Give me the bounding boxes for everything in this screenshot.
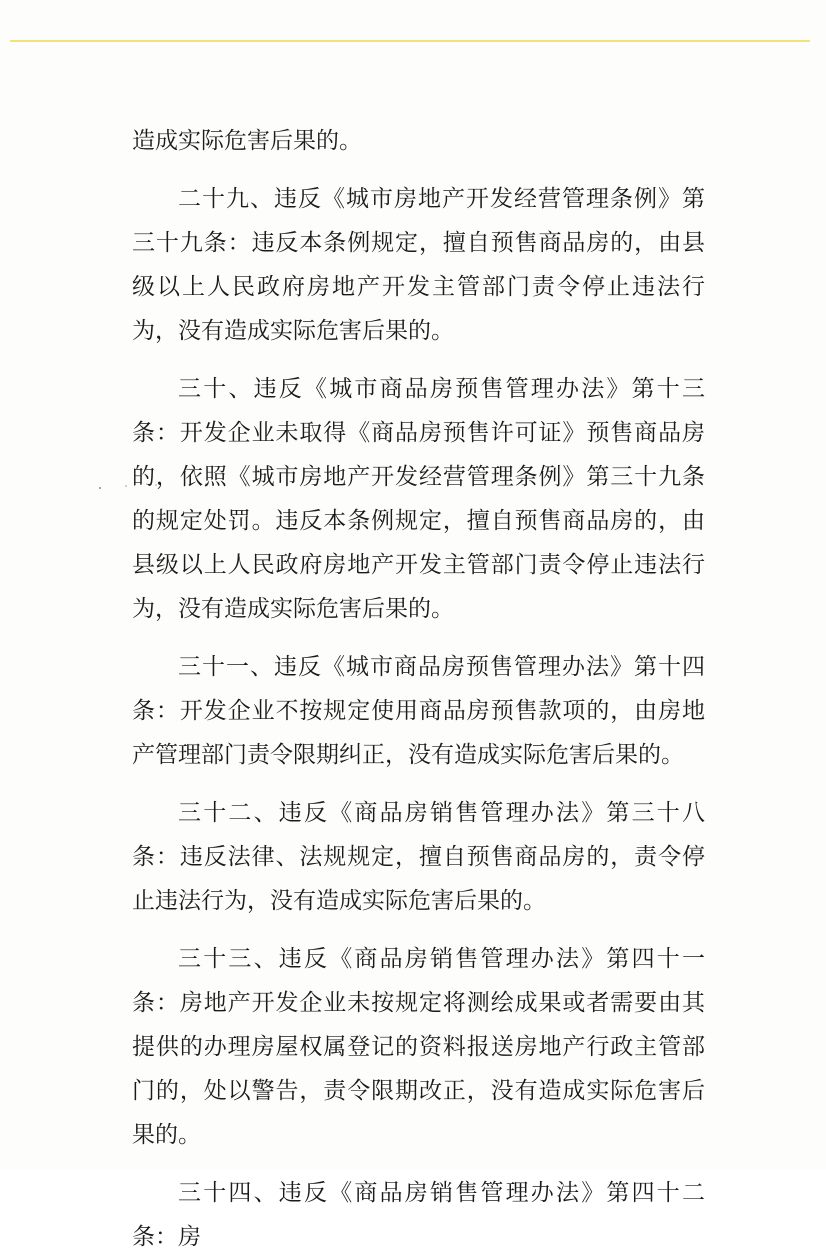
paragraph-item-33: 三十三、违反《商品房销售管理办法》第四十一条：房地产开发企业未按规定将测绘成果或者需要由其提供的办理房屋权属登记的资料报送房地产行政主管部门的，处以警告，责令限期改正，没有造成实际危害后果的。 xyxy=(132,946,705,1148)
paragraph-continuation: 造成实际危害后果的。 xyxy=(132,128,362,154)
paragraph-item-31: 三十一、违反《城市商品房预售管理办法》第十四条：开发企业不按规定使用商品房预售款项的，由房地产管理部门责令限期纠正，没有造成实际危害后果的。 xyxy=(132,654,705,768)
document-body xyxy=(132,119,705,1259)
paragraph-item-32: 三十二、违反《商品房销售管理办法》第三十八条：违反法律、法规规定，擅自预售商品房的，责令停止违法行为，没有造成实际危害后果的。 xyxy=(132,800,705,914)
paragraph-item-29: 二十九、违反《城市房地产开发经营管理条例》第三十九条：违反本条例规定，擅自预售商品房的，由县级以上人民政府房地产开发主管部门责令停止违法行为，没有造成实际危害后果的。 xyxy=(132,186,705,344)
paragraph-item-34: 三十四、违反《商品房销售管理办法》第四十二条：房 xyxy=(132,1180,705,1250)
paragraph-item-30: 三十、违反《城市商品房预售管理办法》第十三条：开发企业未取得《商品房预售许可证》预售商品房的，依照《城市房地产开发经营管理条例》第三十九条的规定处罚。违反本条例规定，擅自预售商品房的，由县级以上人民政府房地产开发主管部门责令停止违法行为，没有造成实际危害后果的。 xyxy=(132,376,705,622)
top-border-line xyxy=(10,40,810,42)
